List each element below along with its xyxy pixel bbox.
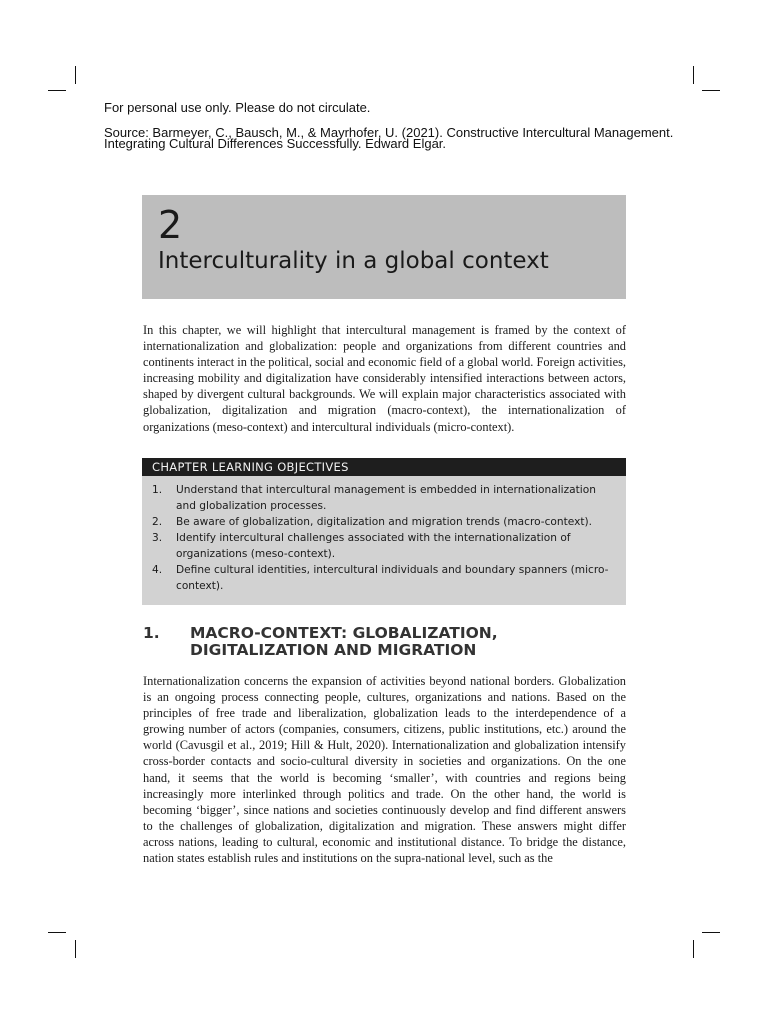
item-text: Be aware of globalization, digitalization and migration trends (macro-context). [176, 516, 593, 528]
intro-paragraph: In this chapter, we will highlight that intercultural management is framed by the context of internationalization and globalization: people and organizations from different countries and continents interact in the political, social and economic field of a global world. Foreign activities, increasing mobility and digitalization have considerably intensified interactions between actors, shaped by divergent cultural backgrounds. We will explain major characteristics associated with globalization, digitalization and migration (macro-context), the internationalization of organizations (meso-context) and intercultural individuals (micro-context). [143, 323, 626, 434]
chapter-heading-box [142, 195, 626, 299]
crop-mark [702, 932, 720, 933]
crop-mark [693, 940, 694, 958]
objectives-list [142, 476, 626, 594]
item-number: 4. [152, 564, 163, 576]
item-text: Identify intercultural challenges associated with the internationalization of organizations (meso-context). [176, 532, 571, 560]
item-number: 1. [152, 484, 163, 496]
item-text: Understand that intercultural management is embedded in internationalization and globalization processes. [176, 484, 596, 512]
chapter-number: 2 [158, 203, 183, 247]
list-item [142, 562, 626, 594]
section-title: MACRO-CONTEXT: GLOBALIZATION, DIGITALIZATION AND MIGRATION [190, 624, 498, 659]
item-number: 3. [152, 532, 163, 544]
chapter-title: Interculturality in a global context [158, 248, 549, 274]
crop-mark [75, 66, 76, 84]
crop-mark [48, 90, 66, 91]
crop-mark [702, 90, 720, 91]
source-citation-line-2: Integrating Cultural Differences Successfully. Edward Elgar. [104, 136, 447, 151]
section-number: 1. [143, 624, 160, 642]
item-text: Define cultural identities, intercultural individuals and boundary spanners (micro-context). [176, 564, 609, 592]
list-item [142, 530, 626, 562]
objectives-header: CHAPTER LEARNING OBJECTIVES [142, 458, 626, 476]
crop-mark [75, 940, 76, 958]
list-item [142, 482, 626, 514]
source-citation-line-1: Source: Barmeyer, C., Bausch, M., & Mayrhofer, U. (2021). Constructive Intercultural Management. [104, 125, 674, 140]
list-item [142, 514, 626, 530]
item-number: 2. [152, 516, 163, 528]
crop-mark [693, 66, 694, 84]
personal-use-notice: For personal use only. Please do not circulate. [104, 100, 371, 115]
crop-mark [48, 932, 66, 933]
learning-objectives-box [142, 458, 626, 605]
section-paragraph: Internationalization concerns the expansion of activities beyond national borders. Globalization is an ongoing process connecting people, cultures, organizations and nations. Based on the principles of free trade and liberalization, globalization leads to the interdependence of a growing number of actors (companies, consumers, citizens, public institutions, etc.) around the world (Cavusgil et al., 2019; Hill & Hult, 2020). Internationalization and globalization intensify cross-border contacts and socio-cultural diversity in societies and organizations. On the one hand, it seems that the world is becoming ‘smaller’, with countries and regions being increasingly more interlinked through politics and trade. On the other hand, the world is becoming ‘bigger’, since nations and societies continuously develop and find different answers to the challenges of globalization, digitalization and migration. These answers might differ across nations, leading to cultural, economic and institutional distance. To bridge the distance, nation states establish rules and institutions on the supra-national level, such as the [143, 674, 626, 866]
